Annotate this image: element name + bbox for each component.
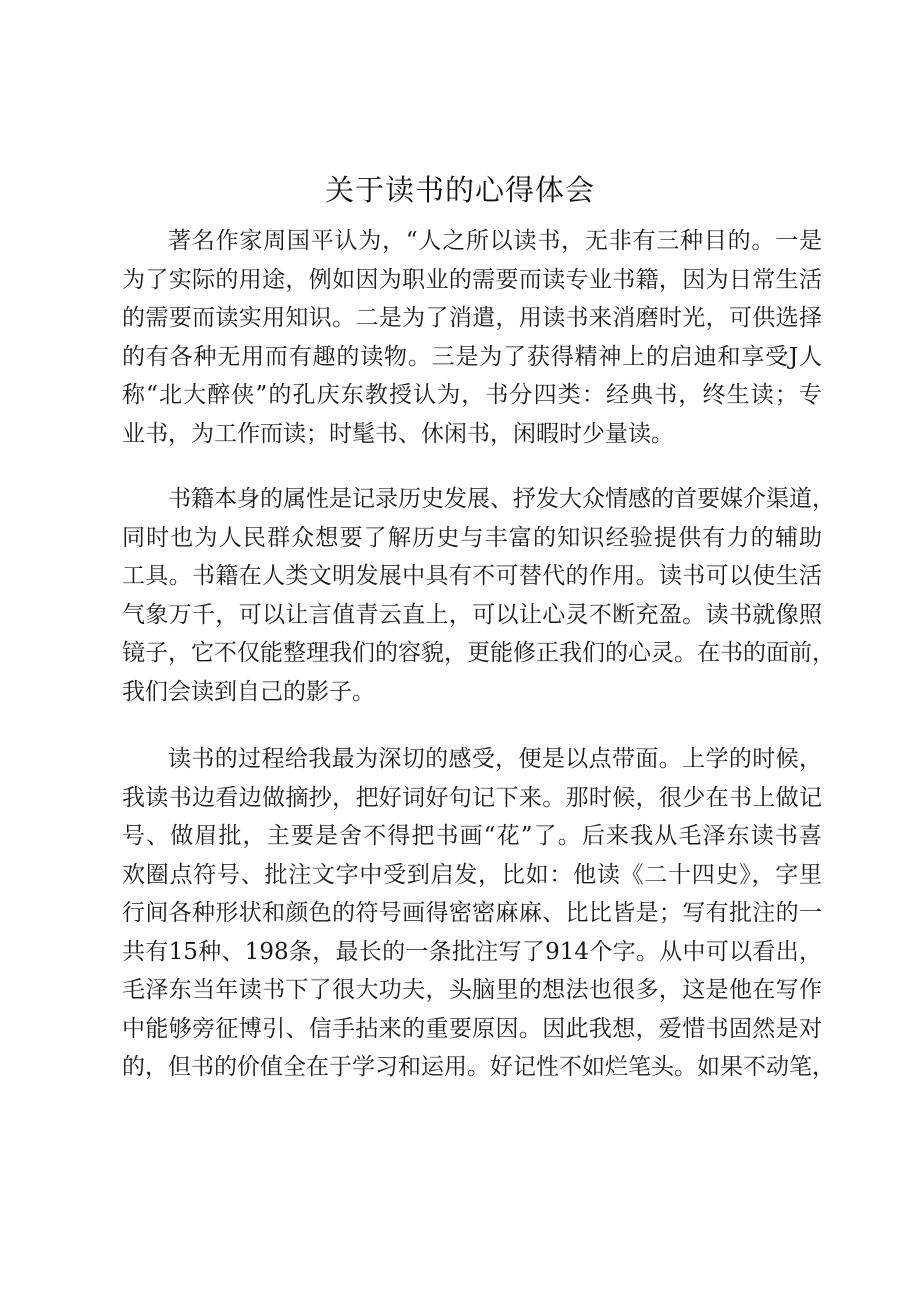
paragraph-2: [122, 480, 835, 711]
paragraph-line: 为了实际的用途，例如因为职业的需要而读专业书籍，因为日常生活: [122, 266, 822, 293]
paragraph-line: 的，但书的价值全在于学习和运用。好记性不如烂笔头。如果不动笔，: [122, 1054, 835, 1080]
paragraph-line: 我们会读到自己的影子。: [122, 678, 375, 705]
paragraph-line: 镜子，它不仅能整理我们的容貌，更能修正我们的心灵。在书的面前，: [122, 640, 835, 666]
paragraph-line: 气象万千，可以让言值青云直上，可以让心灵不断充盈。读书就像照: [122, 601, 822, 628]
paragraph-line: 读书的过程给我最为深切的感受，便是以点带面。上学的时候，: [168, 746, 822, 772]
paragraph-line: 著名作家周国平认为，“人之所以读书，无非有三种目的。一是: [168, 228, 822, 254]
paragraph-1: [122, 222, 822, 453]
paragraph-line: 行间各种形状和颜色的符号画得密密麻麻、比比皆是；写有批注的一: [122, 900, 822, 926]
paragraph-line: 我读书边看边做摘抄，把好词好句记下来。那时候，很少在书上做记: [122, 784, 822, 811]
paragraph-line: 共有15种、198条，最长的一条批注写了914个字。从中可以看出，: [122, 938, 822, 965]
paragraph-line: 的需要而读实用知识。二是为了消遣，用读书来消磨时光，可供选择: [122, 305, 822, 331]
paragraph-line: 欢圈点符号、批注文字中受到启发，比如：他读《二十四史》，字里: [122, 861, 822, 888]
document-title: 关于读书的心得体会: [324, 173, 595, 207]
paragraph-line: 业书，为工作而读；时髦书、休闲书，闲暇时少量读。: [122, 420, 674, 447]
paragraph-line: 书籍本身的属性是记录历史发展、抒发大众情感的首要媒介渠道，: [168, 486, 835, 512]
paragraph-3: [122, 740, 835, 1087]
paragraph-line: 中能够旁征博引、信手拈来的重要原因。因此我想，爱惜书固然是对: [122, 1015, 822, 1042]
paragraph-line: 的有各种无用而有趣的读物。三是为了获得精神上的启迪和享受J人: [122, 343, 822, 370]
paragraph-line: 毛泽东当年读书下了很大功夫，头脑里的想法也很多，这是他在写作: [122, 977, 822, 1003]
paragraph-line: 工具。书籍在人类文明发展中具有不可替代的作用。读书可以使生活: [122, 563, 822, 589]
paragraph-line: 同时也为人民群众想要了解历史与丰富的知识经验提供有力的辅助: [122, 524, 822, 551]
paragraph-line: 号、做眉批，主要是舍不得把书画“花”了。后来我从毛泽东读书喜: [122, 823, 822, 849]
paragraph-line: 称“北大醉侠”的孔庆东教授认为，书分四类：经典书，终生读；专: [122, 382, 822, 408]
